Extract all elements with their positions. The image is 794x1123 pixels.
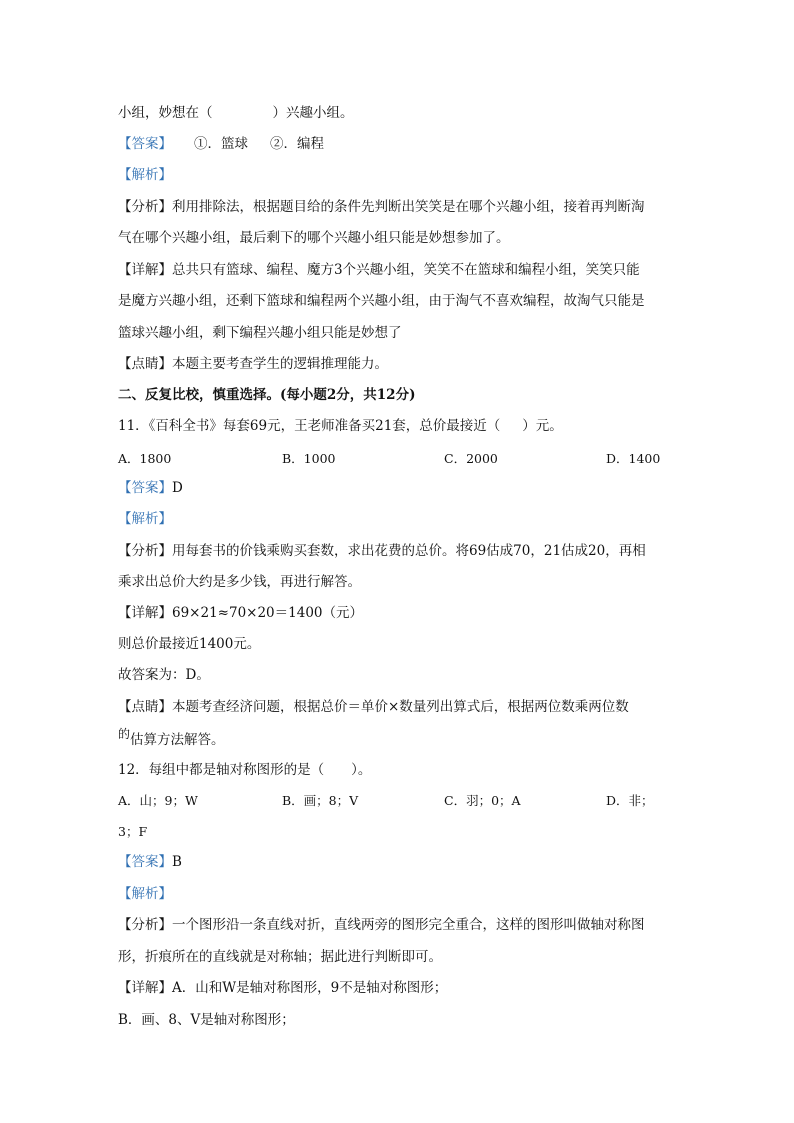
- dianjing-label: 【点睛】: [118, 699, 172, 715]
- fenxi-label: 【分析】: [118, 543, 172, 559]
- q12-option-d-cont: 3；F: [118, 824, 148, 839]
- xiangjie-label: 【详解】: [118, 262, 172, 278]
- q10-fenxi-line-2: 气在哪个兴趣小组，最后剩下的哪个兴趣小组只能是妙想参加了。: [118, 230, 510, 246]
- q11-option-b: B．1000: [282, 451, 336, 466]
- q11-dianjing-line-2: 的估算方法解答。: [118, 727, 225, 748]
- section-heading: 二、反复比校，慎重选择。(每小题2分，共12分): [118, 387, 416, 403]
- q12-option-d: D．非；: [606, 793, 654, 808]
- q12-xiangjie-line-2: B．画、8、V是轴对称图形；: [118, 1012, 295, 1028]
- q12-fenxi-line-2: 形，折痕所在的直线就是对称轴；据此进行判断即可。: [118, 949, 442, 965]
- q12-option-c: C．羽；0；A: [444, 793, 521, 808]
- answer-label: 【答案】: [118, 480, 172, 496]
- q10-xiangjie-line-2: 是魔方兴趣小组，还剩下篮球和编程两个兴趣小组，由于淘气不喜欢编程，故淘气只能是: [118, 293, 645, 309]
- q11-dianjing-line-1: 【点睛】本题考查经济问题，根据总价＝单价×数量列出算式后，根据两位数乘两位数: [118, 699, 629, 715]
- q12-xiangjie-line-1: 【详解】A．山和W是轴对称图形，9不是轴对称图形；: [118, 980, 448, 996]
- q11-xiangjie-line-2: 则总价最接近1400元。: [118, 636, 261, 652]
- q12-answer: 【答案】B: [118, 854, 182, 870]
- q11-fenxi-line-2: 乘求出总价大约是多少钱，再进行解答。: [118, 574, 361, 590]
- q12-stem: 12．每组中都是轴对称图形的是（ ）。: [118, 762, 372, 778]
- q12-option-b: B．画；8；V: [282, 793, 359, 808]
- q11-option-d: D．1400: [606, 451, 661, 466]
- q12-option-a: A．山；9；W: [118, 793, 198, 808]
- q11-xiangjie-line-1: 【详解】69×21≈70×20＝1400（元）: [118, 605, 364, 621]
- q12-fenxi-line-1: 【分析】一个图形沿一条直线对折，直线两旁的图形完全重合，这样的图形叫做轴对称图: [118, 917, 645, 933]
- q10-fenxi-line-1: 【分析】利用排除法，根据题目给的条件先判断出笑笑是在哪个兴趣小组，接着再判断淘: [118, 199, 645, 215]
- q12-jiexi-label: 【解析】: [118, 886, 172, 902]
- fenxi-label: 【分析】: [118, 917, 172, 933]
- q10-dianjing: 【点睛】本题主要考查学生的逻辑推理能力。: [118, 356, 388, 372]
- q11-fenxi-line-1: 【分析】用每套书的价钱乘购买套数，求出花费的总价。将69估成70，21估成20，再相: [118, 543, 646, 559]
- q11-answer: 【答案】D: [118, 480, 183, 496]
- q10-xiangjie-line-3: 篮球兴趣小组，剩下编程兴趣小组只能是妙想了: [118, 325, 402, 341]
- q11-option-a: A．1800: [118, 451, 172, 466]
- fenxi-label: 【分析】: [118, 199, 172, 215]
- q10-xiangjie-line-1: 【详解】总共只有篮球、编程、魔方3个兴趣小组，笑笑不在篮球和编程小组，笑笑只能: [118, 262, 640, 278]
- q10-stem-end: 小组，妙想在（ ）兴趣小组。: [118, 105, 354, 121]
- q11-stem: 11．《百科全书》每套69元，王老师准备买21套，总价最接近（ ）元。: [118, 418, 563, 434]
- dianjing-label: 【点睛】: [118, 356, 172, 372]
- q10-jiexi-label: 【解析】: [118, 167, 172, 183]
- xiangjie-label: 【详解】: [118, 605, 172, 621]
- answer-label: 【答案】: [118, 136, 172, 152]
- xiangjie-label: 【详解】: [118, 980, 172, 996]
- q11-xiangjie-line-3: 故答案为：D。: [118, 667, 210, 683]
- q11-option-c: C．2000: [444, 451, 498, 466]
- q10-answer: 【答案】 ①．篮球 ②．编程: [118, 136, 324, 152]
- answer-label: 【答案】: [118, 854, 172, 870]
- q11-jiexi-label: 【解析】: [118, 511, 172, 527]
